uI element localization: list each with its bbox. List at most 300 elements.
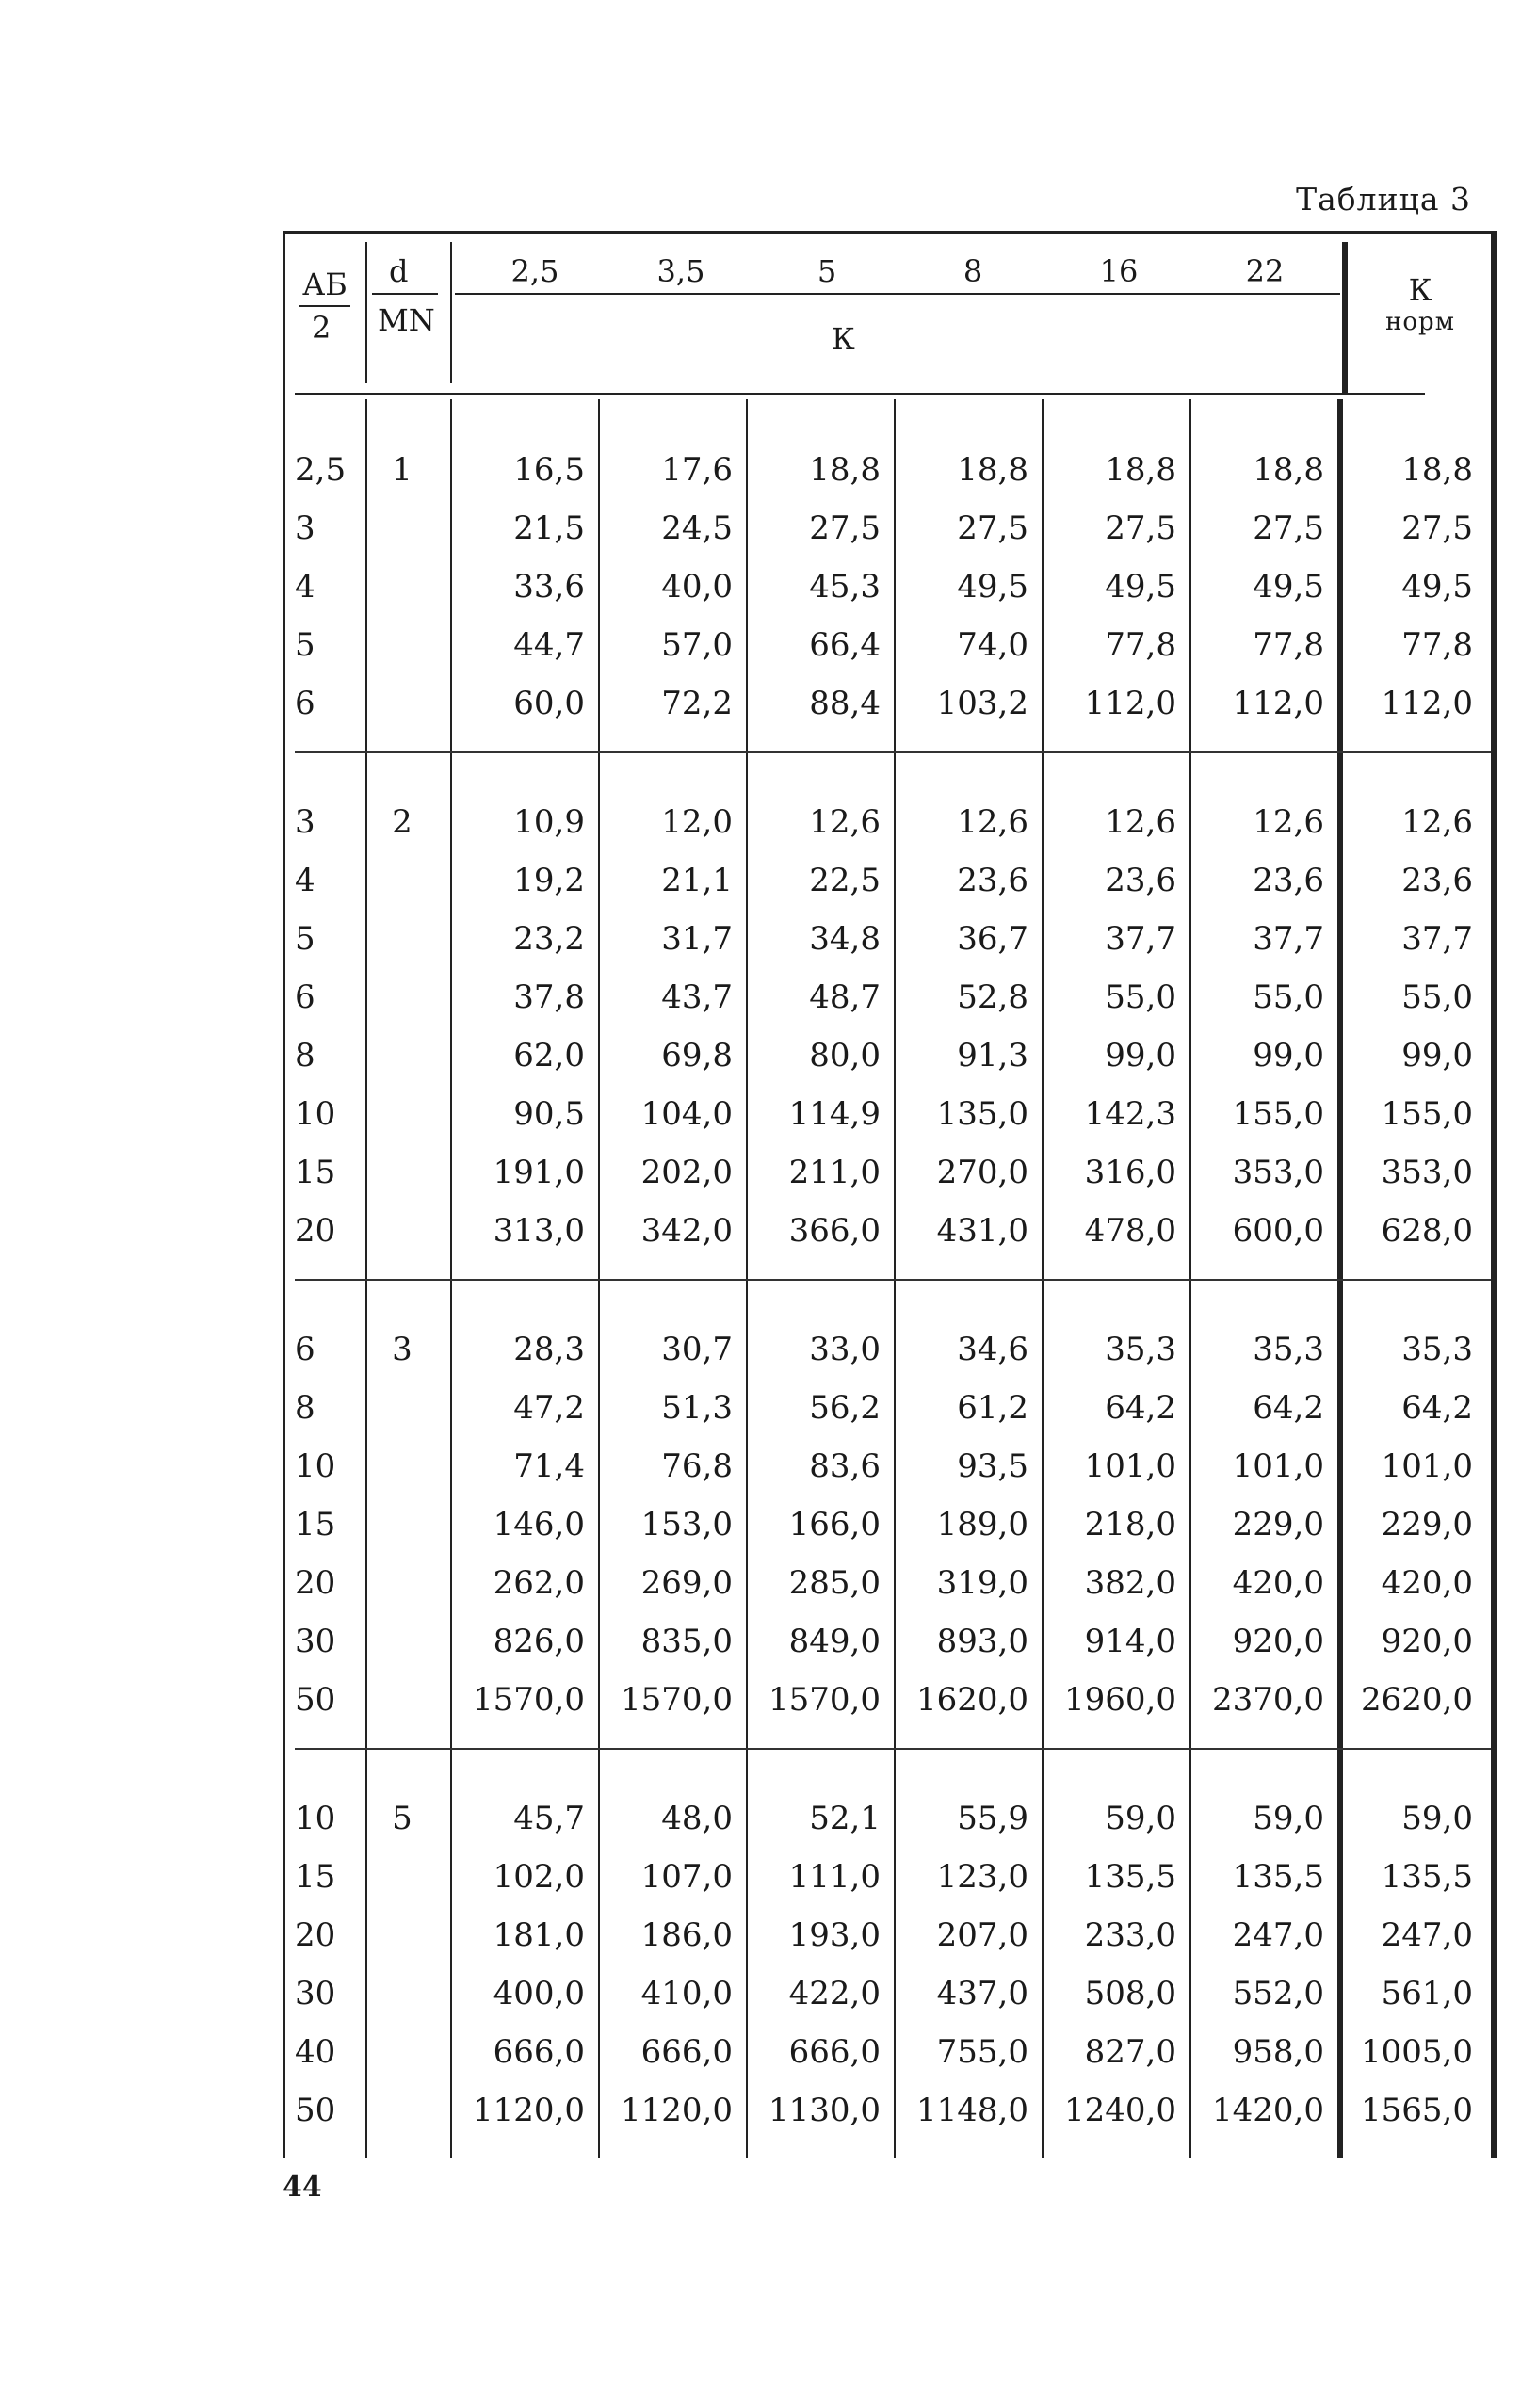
knorm-cell: 27,5 [1337, 499, 1486, 558]
ab-cell: 3 [295, 509, 315, 547]
k-value-cell: 666,0 [746, 2023, 894, 2081]
d-cell: 2 [365, 793, 450, 851]
k-value-cell: 76,8 [598, 1437, 746, 1495]
table-row [285, 1320, 1491, 1379]
group-spacer [285, 1279, 1491, 1320]
k-value-cell: 191,0 [450, 1143, 598, 1202]
k-value-cell: 48,7 [746, 968, 894, 1026]
k-value-cell: 33,6 [450, 558, 598, 616]
header-knorm-subscript: норм [1385, 308, 1455, 336]
k-value-cell: 104,0 [598, 1085, 746, 1143]
table-row [285, 1379, 1491, 1437]
header-bottom-rule [295, 393, 1425, 395]
spacer-cell [746, 751, 894, 793]
table-row [285, 793, 1491, 851]
k-value-cell: 64,2 [1189, 1379, 1337, 1437]
k-value-cell: 893,0 [894, 1612, 1042, 1671]
k-value-cell: 229,0 [1189, 1495, 1337, 1554]
data-table [283, 231, 1497, 2158]
k-value-cell: 90,5 [450, 1085, 598, 1143]
spacer-cell [1042, 1729, 1189, 1748]
header-ab-denominator: 2 [312, 310, 332, 346]
k-value-cell: 23,6 [894, 851, 1042, 910]
knorm-cell: 77,8 [1337, 616, 1486, 674]
table-row [285, 1202, 1491, 1260]
table-row [285, 2081, 1491, 2140]
k-value-cell: 666,0 [450, 2023, 598, 2081]
knorm-cell: 353,0 [1337, 1143, 1486, 1202]
table-group [283, 1279, 1497, 1748]
k-value-cell: 18,8 [894, 441, 1042, 499]
table-row [285, 1085, 1491, 1143]
k-value-cell: 12,6 [746, 793, 894, 851]
table-row [285, 1143, 1491, 1202]
ab-cell: 10 [295, 1095, 336, 1133]
knorm-cell: 18,8 [1337, 441, 1486, 499]
header-d-value: 8 [963, 253, 983, 289]
group-separator [295, 1748, 1491, 1750]
ab-cell: 2,5 [295, 451, 347, 489]
d-cell: 1 [365, 441, 450, 499]
table-row [285, 1671, 1491, 1729]
header-d-underline [455, 293, 1340, 295]
k-value-cell: 181,0 [450, 1906, 598, 1964]
spacer-cell [746, 399, 894, 441]
header-divider [365, 242, 367, 383]
spacer-cell [285, 1260, 365, 1279]
ab-cell: 20 [295, 1212, 336, 1250]
knorm-cell: 101,0 [1337, 1437, 1486, 1495]
spacer-cell [894, 2140, 1042, 2158]
spacer-cell [894, 751, 1042, 793]
k-value-cell: 319,0 [894, 1554, 1042, 1612]
k-value-cell: 366,0 [746, 1202, 894, 1260]
table-group [283, 751, 1497, 1279]
header-d-value: 3,5 [656, 253, 705, 289]
d-cell [365, 1085, 450, 1143]
spacer-cell [365, 1729, 450, 1748]
k-value-cell: 1960,0 [1042, 1671, 1189, 1729]
table-row [285, 674, 1491, 733]
spacer-cell [598, 1748, 746, 1789]
k-value-cell: 420,0 [1189, 1554, 1337, 1612]
k-value-cell: 57,0 [598, 616, 746, 674]
d-cell [365, 1554, 450, 1612]
ab-cell: 3 [295, 803, 315, 841]
k-value-cell: 826,0 [450, 1612, 598, 1671]
spacer-cell [365, 1279, 450, 1320]
k-value-cell: 44,7 [450, 616, 598, 674]
k-value-cell: 23,6 [1042, 851, 1189, 910]
k-value-cell: 2370,0 [1189, 1671, 1337, 1729]
k-value-cell: 218,0 [1042, 1495, 1189, 1554]
d-cell [365, 1202, 450, 1260]
group-spacer [285, 751, 1491, 793]
spacer-cell [598, 399, 746, 441]
spacer-cell [365, 1260, 450, 1279]
knorm-cell: 59,0 [1337, 1789, 1486, 1848]
k-value-cell: 202,0 [598, 1143, 746, 1202]
ab-cell: 20 [295, 1564, 336, 1602]
table-row [285, 1789, 1491, 1848]
table-row [285, 1495, 1491, 1554]
ab-cell: 15 [295, 1858, 336, 1896]
k-value-cell: 22,5 [746, 851, 894, 910]
spacer-cell [1337, 1748, 1486, 1789]
header-knorm [1359, 272, 1481, 336]
k-value-cell: 123,0 [894, 1848, 1042, 1906]
d-cell [365, 1437, 450, 1495]
table-row [285, 441, 1491, 499]
spacer-cell [1337, 2140, 1486, 2158]
table-row [285, 1612, 1491, 1671]
spacer-cell [1189, 733, 1337, 751]
k-value-cell: 1240,0 [1042, 2081, 1189, 2140]
k-value-cell: 71,4 [450, 1437, 598, 1495]
k-value-cell: 135,5 [1189, 1848, 1337, 1906]
k-value-cell: 60,0 [450, 674, 598, 733]
k-value-cell: 166,0 [746, 1495, 894, 1554]
k-value-cell: 600,0 [1189, 1202, 1337, 1260]
k-value-cell: 914,0 [1042, 1612, 1189, 1671]
k-value-cell: 80,0 [746, 1026, 894, 1085]
k-value-cell: 37,8 [450, 968, 598, 1026]
k-value-cell: 18,8 [1189, 441, 1337, 499]
group-spacer [285, 2140, 1491, 2158]
d-cell [365, 2081, 450, 2140]
spacer-cell [285, 1748, 365, 1789]
d-cell [365, 1026, 450, 1085]
spacer-cell [598, 1279, 746, 1320]
d-cell: 5 [365, 1789, 450, 1848]
k-value-cell: 189,0 [894, 1495, 1042, 1554]
spacer-cell [1189, 1260, 1337, 1279]
k-value-cell: 101,0 [1189, 1437, 1337, 1495]
header-knorm-label: К [1408, 272, 1432, 308]
spacer-cell [285, 733, 365, 751]
k-value-cell: 1620,0 [894, 1671, 1042, 1729]
d-cell [365, 1379, 450, 1437]
spacer-cell [746, 1729, 894, 1748]
spacer-cell [1337, 399, 1486, 441]
d-cell [365, 2023, 450, 2081]
k-value-cell: 33,0 [746, 1320, 894, 1379]
k-value-cell: 382,0 [1042, 1554, 1189, 1612]
spacer-cell [598, 2140, 746, 2158]
k-value-cell: 27,5 [746, 499, 894, 558]
spacer-cell [894, 1279, 1042, 1320]
k-value-cell: 27,5 [1042, 499, 1189, 558]
ab-cell: 50 [295, 1681, 336, 1719]
k-value-cell: 93,5 [894, 1437, 1042, 1495]
spacer-cell [1042, 1260, 1189, 1279]
spacer-cell [894, 1729, 1042, 1748]
header-d-value: 2,5 [510, 253, 559, 289]
ab-cell: 6 [295, 685, 315, 722]
k-value-cell: 186,0 [598, 1906, 746, 1964]
k-value-cell: 111,0 [746, 1848, 894, 1906]
spacer-cell [598, 1260, 746, 1279]
knorm-cell: 561,0 [1337, 1964, 1486, 2023]
ab-cell: 10 [295, 1447, 336, 1485]
table-body [283, 399, 1497, 2158]
k-value-cell: 34,8 [746, 910, 894, 968]
knorm-cell: 1565,0 [1337, 2081, 1486, 2140]
k-value-cell: 64,2 [1042, 1379, 1189, 1437]
k-value-cell: 353,0 [1189, 1143, 1337, 1202]
spacer-cell [285, 2140, 365, 2158]
table-header [283, 231, 1497, 399]
k-value-cell: 193,0 [746, 1906, 894, 1964]
k-value-cell: 45,3 [746, 558, 894, 616]
k-value-cell: 35,3 [1042, 1320, 1189, 1379]
d-cell [365, 851, 450, 910]
table-row [285, 851, 1491, 910]
ab-cell: 8 [295, 1037, 315, 1075]
k-value-cell: 400,0 [450, 1964, 598, 2023]
k-value-cell: 49,5 [1189, 558, 1337, 616]
k-value-cell: 43,7 [598, 968, 746, 1026]
spacer-cell [285, 751, 365, 793]
ab-cell: 30 [295, 1975, 336, 2012]
k-value-cell: 849,0 [746, 1612, 894, 1671]
k-value-cell: 61,2 [894, 1379, 1042, 1437]
group-separator [295, 751, 1491, 753]
k-value-cell: 18,8 [1042, 441, 1189, 499]
k-value-cell: 1420,0 [1189, 2081, 1337, 2140]
table-group [283, 399, 1497, 751]
k-value-cell: 1120,0 [450, 2081, 598, 2140]
group-spacer [285, 1260, 1491, 1279]
k-value-cell: 12,6 [1189, 793, 1337, 851]
k-value-cell: 478,0 [1042, 1202, 1189, 1260]
spacer-cell [894, 399, 1042, 441]
k-value-cell: 12,6 [894, 793, 1042, 851]
k-value-cell: 66,4 [746, 616, 894, 674]
spacer-cell [1189, 1748, 1337, 1789]
spacer-cell [746, 2140, 894, 2158]
spacer-cell [598, 1729, 746, 1748]
spacer-cell [1337, 1260, 1486, 1279]
table-row [285, 1554, 1491, 1612]
ab-cell: 50 [295, 2092, 336, 2129]
k-value-cell: 146,0 [450, 1495, 598, 1554]
k-value-cell: 77,8 [1189, 616, 1337, 674]
k-value-cell: 59,0 [1189, 1789, 1337, 1848]
k-value-cell: 958,0 [1189, 2023, 1337, 2081]
k-value-cell: 51,3 [598, 1379, 746, 1437]
k-value-cell: 835,0 [598, 1612, 746, 1671]
group-spacer [285, 399, 1491, 441]
k-value-cell: 49,5 [894, 558, 1042, 616]
k-value-cell: 21,5 [450, 499, 598, 558]
spacer-cell [1337, 733, 1486, 751]
k-value-cell: 755,0 [894, 2023, 1042, 2081]
table-caption: Таблица 3 [1296, 181, 1471, 218]
k-value-cell: 153,0 [598, 1495, 746, 1554]
knorm-cell: 35,3 [1337, 1320, 1486, 1379]
k-value-cell: 247,0 [1189, 1906, 1337, 1964]
ab-cell: 5 [295, 626, 315, 664]
k-value-cell: 27,5 [894, 499, 1042, 558]
knorm-cell: 49,5 [1337, 558, 1486, 616]
spacer-cell [746, 1748, 894, 1789]
spacer-cell [1189, 751, 1337, 793]
k-value-cell: 233,0 [1042, 1906, 1189, 1964]
k-value-cell: 342,0 [598, 1202, 746, 1260]
k-value-cell: 36,7 [894, 910, 1042, 968]
spacer-cell [450, 1260, 598, 1279]
header-ab-numerator: АБ [302, 267, 348, 302]
k-value-cell: 91,3 [894, 1026, 1042, 1085]
ab-fraction-line [299, 305, 350, 307]
d-cell [365, 1906, 450, 1964]
knorm-cell: 247,0 [1337, 1906, 1486, 1964]
spacer-cell [894, 1748, 1042, 1789]
k-value-cell: 827,0 [1042, 2023, 1189, 2081]
d-cell [365, 1612, 450, 1671]
k-value-cell: 23,6 [1189, 851, 1337, 910]
k-value-cell: 35,3 [1189, 1320, 1337, 1379]
spacer-cell [894, 1260, 1042, 1279]
spacer-cell [746, 733, 894, 751]
table-row [285, 1848, 1491, 1906]
spacer-cell [598, 751, 746, 793]
k-value-cell: 1570,0 [598, 1671, 746, 1729]
knorm-cell: 12,6 [1337, 793, 1486, 851]
header-divider [450, 242, 452, 383]
ab-cell: 6 [295, 1331, 315, 1368]
spacer-cell [746, 1279, 894, 1320]
group-spacer [285, 1748, 1491, 1789]
d-cell [365, 674, 450, 733]
k-value-cell: 102,0 [450, 1848, 598, 1906]
knorm-cell: 2620,0 [1337, 1671, 1486, 1729]
d-cell [365, 616, 450, 674]
spacer-cell [450, 2140, 598, 2158]
header-d-value: 5 [817, 253, 837, 289]
k-value-cell: 142,3 [1042, 1085, 1189, 1143]
k-value-cell: 508,0 [1042, 1964, 1189, 2023]
knorm-cell: 628,0 [1337, 1202, 1486, 1260]
k-value-cell: 37,7 [1189, 910, 1337, 968]
spacer-cell [450, 751, 598, 793]
spacer-cell [450, 1748, 598, 1789]
d-cell [365, 968, 450, 1026]
spacer-cell [1189, 1279, 1337, 1320]
k-value-cell: 207,0 [894, 1906, 1042, 1964]
spacer-cell [1042, 1748, 1189, 1789]
k-value-cell: 77,8 [1042, 616, 1189, 674]
knorm-cell: 135,5 [1337, 1848, 1486, 1906]
d-fraction-line [372, 293, 438, 295]
k-value-cell: 24,5 [598, 499, 746, 558]
header-k-label: К [832, 321, 855, 357]
table-row [285, 558, 1491, 616]
spacer-cell [450, 399, 598, 441]
table-row [285, 910, 1491, 968]
k-value-cell: 270,0 [894, 1143, 1042, 1202]
header-d-denominator: MN [378, 302, 435, 338]
k-value-cell: 101,0 [1042, 1437, 1189, 1495]
k-value-cell: 313,0 [450, 1202, 598, 1260]
spacer-cell [1189, 399, 1337, 441]
ab-cell: 10 [295, 1800, 336, 1837]
k-value-cell: 1570,0 [450, 1671, 598, 1729]
k-value-cell: 45,7 [450, 1789, 598, 1848]
header-d-numerator: d [389, 253, 409, 289]
k-value-cell: 48,0 [598, 1789, 746, 1848]
d-cell [365, 1143, 450, 1202]
knorm-cell: 99,0 [1337, 1026, 1486, 1085]
k-value-cell: 99,0 [1042, 1026, 1189, 1085]
k-value-cell: 52,1 [746, 1789, 894, 1848]
k-value-cell: 88,4 [746, 674, 894, 733]
k-value-cell: 55,0 [1042, 968, 1189, 1026]
k-value-cell: 552,0 [1189, 1964, 1337, 2023]
table-group [283, 1748, 1497, 2158]
knorm-cell: 229,0 [1337, 1495, 1486, 1554]
spacer-cell [285, 1729, 365, 1748]
k-value-cell: 19,2 [450, 851, 598, 910]
k-value-cell: 34,6 [894, 1320, 1042, 1379]
d-cell [365, 1964, 450, 2023]
page-number: 44 [283, 2171, 322, 2204]
k-value-cell: 1570,0 [746, 1671, 894, 1729]
k-value-cell: 18,8 [746, 441, 894, 499]
k-value-cell: 23,2 [450, 910, 598, 968]
k-value-cell: 49,5 [1042, 558, 1189, 616]
k-value-cell: 55,0 [1189, 968, 1337, 1026]
d-cell: 3 [365, 1320, 450, 1379]
spacer-cell [285, 1279, 365, 1320]
table-row [285, 968, 1491, 1026]
k-value-cell: 47,2 [450, 1379, 598, 1437]
knorm-cell: 920,0 [1337, 1612, 1486, 1671]
k-value-cell: 1120,0 [598, 2081, 746, 2140]
k-value-cell: 74,0 [894, 616, 1042, 674]
k-value-cell: 107,0 [598, 1848, 746, 1906]
k-value-cell: 55,9 [894, 1789, 1042, 1848]
spacer-cell [1337, 1729, 1486, 1748]
table-row [285, 1964, 1491, 2023]
ab-cell: 4 [295, 862, 315, 899]
k-value-cell: 30,7 [598, 1320, 746, 1379]
ab-cell: 15 [295, 1154, 336, 1191]
k-value-cell: 10,9 [450, 793, 598, 851]
spacer-cell [1337, 751, 1486, 793]
k-value-cell: 1148,0 [894, 2081, 1042, 2140]
k-value-cell: 135,0 [894, 1085, 1042, 1143]
k-value-cell: 62,0 [450, 1026, 598, 1085]
group-separator [295, 1279, 1491, 1281]
spacer-cell [450, 1729, 598, 1748]
k-value-cell: 59,0 [1042, 1789, 1189, 1848]
k-value-cell: 99,0 [1189, 1026, 1337, 1085]
spacer-cell [1042, 751, 1189, 793]
k-value-cell: 1130,0 [746, 2081, 894, 2140]
k-value-cell: 112,0 [1189, 674, 1337, 733]
k-value-cell: 52,8 [894, 968, 1042, 1026]
k-value-cell: 37,7 [1042, 910, 1189, 968]
k-value-cell: 269,0 [598, 1554, 746, 1612]
k-value-cell: 410,0 [598, 1964, 746, 2023]
ab-cell: 4 [295, 568, 315, 606]
spacer-cell [365, 399, 450, 441]
spacer-cell [1042, 733, 1189, 751]
spacer-cell [1337, 1279, 1486, 1320]
d-cell [365, 499, 450, 558]
